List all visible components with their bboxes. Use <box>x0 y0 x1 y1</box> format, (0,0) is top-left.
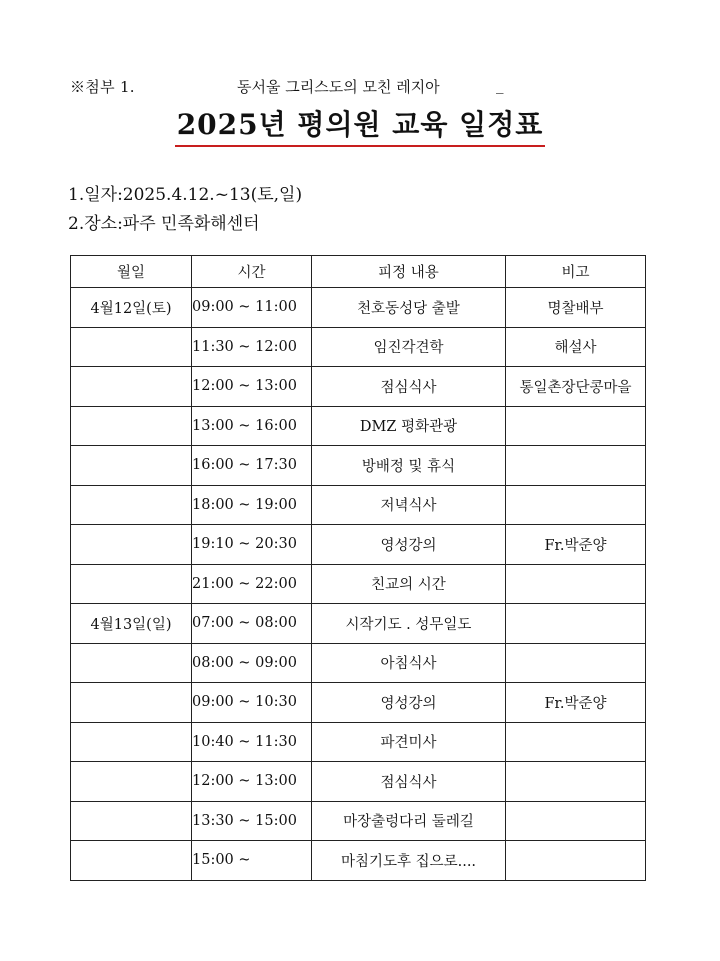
row-time: 18:00 ~ 19:00 <box>192 485 312 525</box>
table-row <box>71 446 646 486</box>
table-row <box>71 762 646 802</box>
row-time: 07:00 ~ 08:00 <box>192 604 312 644</box>
row-time: 09:00 ~ 10:30 <box>192 683 312 723</box>
row-time: 12:00 ~ 13:00 <box>192 762 312 802</box>
row-date: 4월12일(토) <box>71 288 192 328</box>
table-row <box>71 327 646 367</box>
row-date <box>71 841 192 881</box>
row-time: 16:00 ~ 17:30 <box>192 446 312 486</box>
column-header-event: 피정 내용 <box>312 256 506 288</box>
column-header-note: 비고 <box>506 256 646 288</box>
row-date: 4월13일(일) <box>71 604 192 644</box>
row-date <box>71 801 192 841</box>
row-date <box>71 722 192 762</box>
row-note <box>506 564 646 604</box>
row-event: 방배정 및 휴식 <box>312 446 506 486</box>
table-row <box>71 683 646 723</box>
attachment-label: ※첨부 1. <box>70 78 135 96</box>
row-note <box>506 762 646 802</box>
row-event: 마장출렁다리 둘레길 <box>312 801 506 841</box>
row-event: 천호동성당 출발 <box>312 288 506 328</box>
row-time: 21:00 ~ 22:00 <box>192 564 312 604</box>
row-event: 마침기도후 집으로.... <box>312 841 506 881</box>
table-row <box>71 288 646 328</box>
table-row <box>71 841 646 881</box>
schedule-table <box>70 255 646 881</box>
row-date <box>71 643 192 683</box>
row-note <box>506 604 646 644</box>
table-row <box>71 604 646 644</box>
row-event: 영성강의 <box>312 525 506 565</box>
row-note: 명찰배부 <box>506 288 646 328</box>
table-row <box>71 525 646 565</box>
row-date <box>71 406 192 446</box>
row-note <box>506 841 646 881</box>
organization-suffix: _ <box>496 76 504 94</box>
row-time: 19:10 ~ 20:30 <box>192 525 312 565</box>
row-time: 10:40 ~ 11:30 <box>192 722 312 762</box>
row-event: 파견미사 <box>312 722 506 762</box>
row-note <box>506 406 646 446</box>
table-row <box>71 406 646 446</box>
row-time: 15:00 ~ <box>192 841 312 881</box>
row-date <box>71 762 192 802</box>
row-event: 임진각견학 <box>312 327 506 367</box>
row-note <box>506 485 646 525</box>
table-row <box>71 801 646 841</box>
table-row <box>71 367 646 407</box>
row-time: 12:00 ~ 13:00 <box>192 367 312 407</box>
event-date: 1.일자:2025.4.12.~13(토,일) <box>68 185 303 205</box>
column-header-date: 월일 <box>71 256 192 288</box>
row-note: 해설사 <box>506 327 646 367</box>
row-date <box>71 564 192 604</box>
row-note <box>506 643 646 683</box>
row-time: 09:00 ~ 11:00 <box>192 288 312 328</box>
table-row <box>71 564 646 604</box>
row-event: 시작기도 . 성무일도 <box>312 604 506 644</box>
row-time: 08:00 ~ 09:00 <box>192 643 312 683</box>
row-note: 통일촌장단콩마을 <box>506 367 646 407</box>
event-place: 2.장소:파주 민족화해센터 <box>68 214 260 234</box>
row-note <box>506 446 646 486</box>
row-event: 점심식사 <box>312 367 506 407</box>
row-event: 아침식사 <box>312 643 506 683</box>
organization-name: 동서울 그리스도의 모친 레지아 <box>237 78 440 96</box>
schedule-header-row <box>71 256 646 288</box>
document-title-block <box>0 103 720 147</box>
row-date <box>71 485 192 525</box>
row-date <box>71 525 192 565</box>
row-event: DMZ 평화관광 <box>312 406 506 446</box>
row-event: 친교의 시간 <box>312 564 506 604</box>
row-time: 13:00 ~ 16:00 <box>192 406 312 446</box>
row-date <box>71 446 192 486</box>
table-row <box>71 643 646 683</box>
table-row <box>71 722 646 762</box>
row-event: 저녁식사 <box>312 485 506 525</box>
row-event: 점심식사 <box>312 762 506 802</box>
table-row <box>71 485 646 525</box>
row-date <box>71 327 192 367</box>
row-time: 13:30 ~ 15:00 <box>192 801 312 841</box>
document-title: 2025년 평의원 교육 일정표 <box>175 103 546 147</box>
column-header-time: 시간 <box>192 256 312 288</box>
row-note <box>506 801 646 841</box>
row-time: 11:30 ~ 12:00 <box>192 327 312 367</box>
row-date <box>71 367 192 407</box>
row-date <box>71 683 192 723</box>
row-note: Fr.박준양 <box>506 525 646 565</box>
row-event: 영성강의 <box>312 683 506 723</box>
row-note <box>506 722 646 762</box>
row-note: Fr.박준양 <box>506 683 646 723</box>
